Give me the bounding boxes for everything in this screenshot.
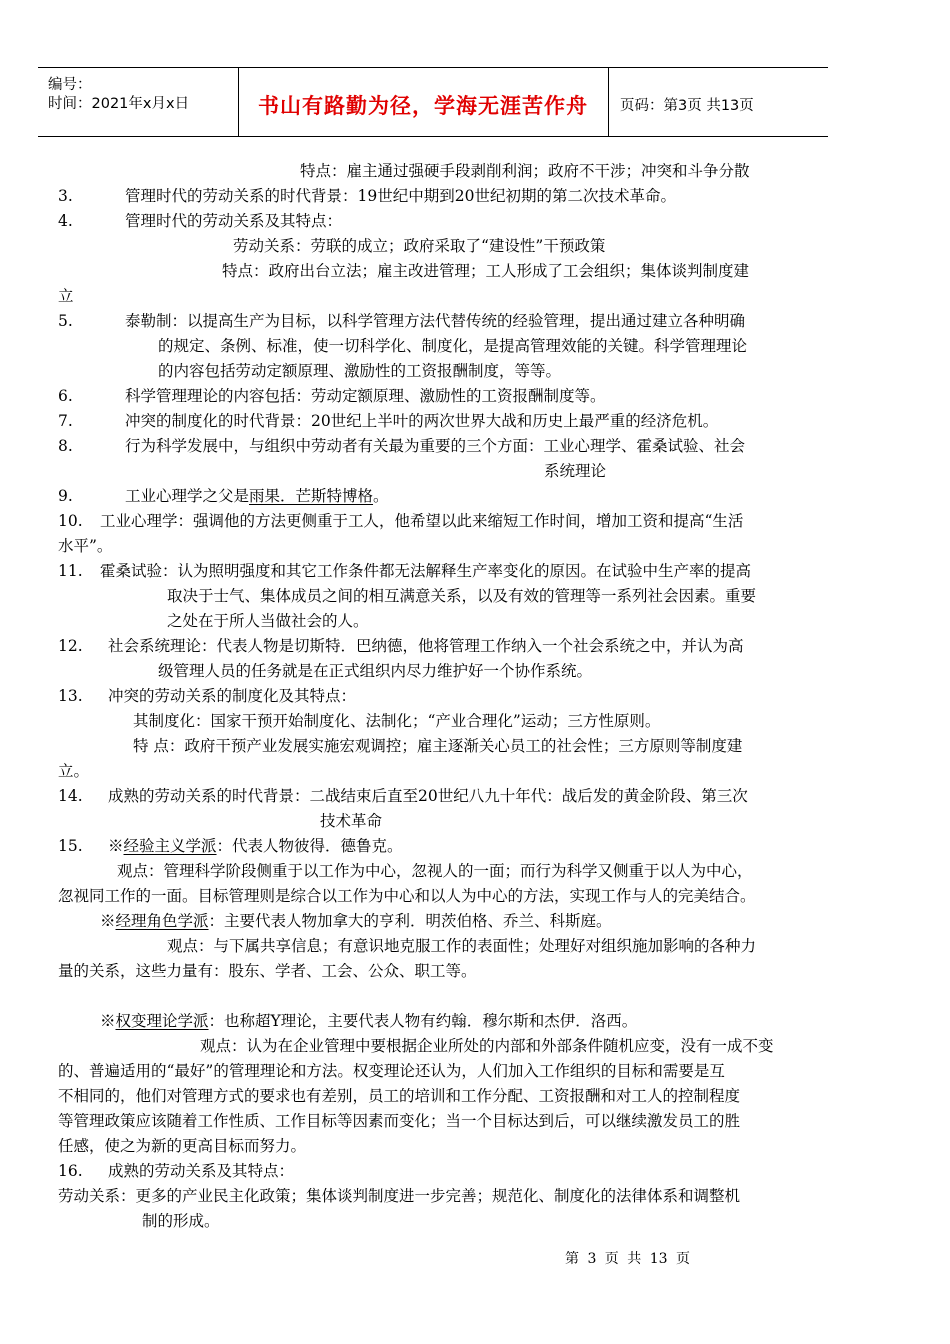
text-line: 制的形成。 [142,1212,220,1230]
item-number: 7. [58,412,73,430]
text-line: 不相同的，他们对管理方式的要求也有差别，员工的培训和工作分配、工资报酬和对工人的控制程度 [58,1087,741,1105]
header-divider [238,68,239,136]
text-line: 特 点：政府干预产业发展实施宏观调控；雇主逐渐关心员工的社会性；三方原则等制度建 [133,737,743,755]
text-line: 水平”。 [58,537,113,555]
text-line: 冲突的制度化的时代背景：20世纪上半叶的两次世界大战和历史上最严重的经济危机。 [125,412,719,430]
text-line: 观点：管理科学阶段侧重于以工作为中心，忽视人的一面；而行为科学又侧重于以人为中心， [117,862,753,880]
item-number: 15. [58,837,83,855]
text-line: 观点：与下属共享信息；有意识地克服工作的表面性；处理好对组织施加影响的各种力 [167,937,757,955]
text-line: 管理时代的劳动关系及其特点： [125,212,343,230]
text-line: 特点：雇主通过强硬手段剥削利润；政府不干涉；冲突和斗争分散 [300,162,750,180]
item-number: 13. [58,687,83,705]
text-line: 任感，使之为新的更高目标而努力。 [58,1137,307,1155]
text-line: 的内容包括劳动定额原理、激励性的工资报酬制度，等等。 [158,362,562,380]
text-line: 行为科学发展中，与组织中劳动者有关最为重要的三个方面：工业心理学、霍桑试验、社会 [125,437,746,455]
text-line: 之处在于所人当做社会的人。 [167,612,369,630]
text-line: ※经理角色学派：主要代表人物加拿大的亨利．明茨伯格、乔兰、科斯庭。 [100,912,612,930]
text-line: 观点：认为在企业管理中要根据企业所处的内部和外部条件随机应变，没有一成不变 [200,1037,774,1055]
text-line: 成熟的劳动关系及其特点： [108,1162,295,1180]
item-number: 12. [58,637,83,655]
text-line: 忽视同工作的一面。目标管理则是综合以工作为中心和以人为中心的方法，实现工作与人的完美结合。 [58,887,756,905]
text-line: 科学管理理论的内容包括：劳动定额原理、激励性的工资报酬制度等。 [125,387,606,405]
text-line: 霍桑试验：认为照明强度和其它工作条件都无法解释生产率变化的原因。在试验中生产率的提高 [100,562,752,580]
header-divider [608,68,609,136]
item-number: 14. [58,787,83,805]
item-number: 3. [58,187,73,205]
text-line: ※经验主义学派：代表人物彼得．德鲁克。 [108,837,403,855]
text-line: 其制度化：国家干预开始制度化、法制化；“产业合理化”运动；三方性原则。 [133,712,661,730]
item-number: 4. [58,212,73,230]
page-footer: 第 3 页 共 13 页 [565,1251,690,1267]
text-line: 的、普遍适用的“最好”的管理理论和方法。权变理论还认为，人们加入工作组织的目标和需要是互 [58,1062,725,1080]
code-label: 编号： [48,77,92,93]
item-number: 9. [58,487,73,505]
page-header [38,67,828,137]
school-name: 权变理论学派 [115,1012,209,1030]
item-number: 8. [58,437,73,455]
text-line: 立 [58,287,74,305]
text-line: 技术革命 [320,812,383,830]
text-line: 社会系统理论：代表人物是切斯特．巴纳德，他将管理工作纳入一个社会系统之中，并认为高 [108,637,744,655]
text-line: 的规定、条例、标准，使一切科学化、制度化，是提高管理效能的关键。科学管理理论 [158,337,748,355]
item-number: 6. [58,387,73,405]
text-line: 取决于士气、集体成员之间的相互满意关系，以及有效的管理等一系列社会因素。重要 [167,587,757,605]
item-number: 10. [58,512,83,530]
person-name: 雨果．芒斯特博格 [249,487,374,505]
page-label: 页码：第3页 共13页 [620,98,754,114]
text-line: 系统理论 [544,462,607,480]
item-number: 11. [58,562,83,580]
text-line: 成熟的劳动关系的时代背景：二战结束后直至20世纪八九十年代：战后发的黄金阶段、第三次 [108,787,748,805]
text-line: 劳动关系：劳联的成立；政府采取了“建设性”干预政策 [233,237,606,255]
time-label: 时间：2021年x月x日 [48,96,190,112]
text-line: 级管理人员的任务就是在正式组织内尽力维护好一个协作系统。 [158,662,593,680]
text-line: 劳动关系：更多的产业民主化政策；集体谈判制度进一步完善；规范化、制度化的法律体系和调整机 [58,1187,741,1205]
text-line: 冲突的劳动关系的制度化及其特点： [108,687,357,705]
text-line: 量的关系，这些力量有：股东、学者、工会、公众、职工等。 [58,962,477,980]
item-number: 16. [58,1162,83,1180]
text-line: 管理时代的劳动关系的时代背景：19世纪中期到20世纪初期的第二次技术革命。 [125,187,676,205]
school-name: 经验主义学派 [123,837,217,855]
text-line: ※权变理论学派：也称超Y理论，主要代表人物有约翰．穆尔斯和杰伊．洛西。 [100,1012,638,1030]
text-line: 立。 [58,762,90,780]
text-line: 工业心理学之父是雨果．芒斯特博格。 [125,487,389,505]
text-line: 工业心理学：强调他的方法更侧重于工人，他希望以此来缩短工作时间，增加工资和提高“生活 [100,512,744,530]
motto: 书山有路勤为径，学海无涯苦作舟 [258,94,588,118]
text-line: 特点：政府出台立法；雇主改进管理；工人形成了工会组织；集体谈判制度建 [222,262,750,280]
school-name: 经理角色学派 [115,912,209,930]
text-line: 等管理政策应该随着工作性质、工作目标等因素而变化；当一个目标达到后，可以继续激发员工的胜 [58,1112,741,1130]
item-number: 5. [58,312,73,330]
text-line: 泰勒制：以提高生产为目标，以科学管理方法代替传统的经验管理，提出通过建立各种明确 [125,312,746,330]
